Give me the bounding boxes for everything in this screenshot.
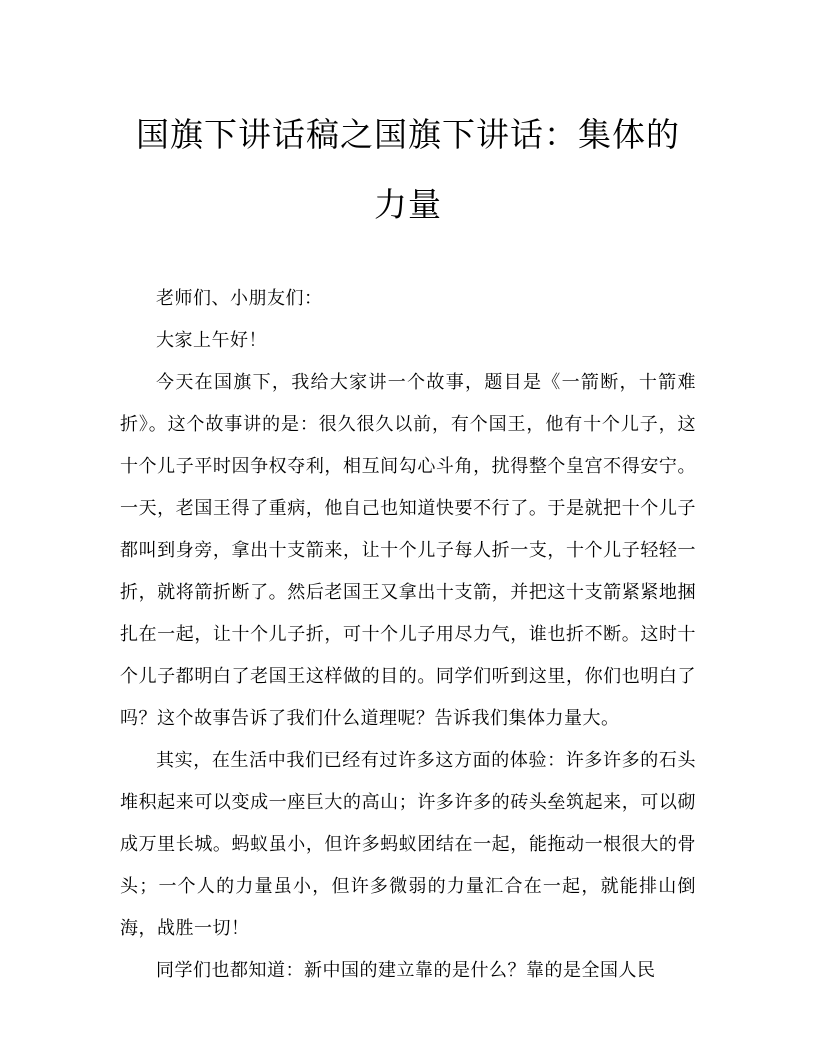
document-title: 国旗下讲话稿之国旗下讲话：集体的力量 <box>136 115 680 224</box>
paragraph-greeting: 大家上午好！ <box>156 330 267 351</box>
paragraph-salutation: 老师们、小朋友们： <box>156 288 323 309</box>
paragraph-story: 今天在国旗下，我给大家讲一个故事，题目是《一箭断，十箭难折》。这个故事讲的是：很久很久以前，有个国王，他有十个儿子，这十个儿子平时因争权夺利，相互间勾心斗角，扰得整个皇宫不得安宁。一天，老国王得了重病，他自己也知道快要不行了。于是就把十个儿子都叫到身旁，拿出十支箭来，让十个儿子每人折一支，十个儿子轻轻一折，就将箭折断了。然后老国王又拿出十支箭，并把这十支箭紧紧地捆扎在一起，让十个儿子折，可十个儿子用尽力气，谁也折不断。这时十个儿子都明白了老国王这样做的目的。同学们听到这里，你们也明白了吗？这个故事告诉了我们什么道理呢？告诉我们集体力量大。 <box>120 372 696 729</box>
paragraph-new-china: 同学们也都知道：新中国的建立靠的是什么？靠的是全国人民 <box>156 960 656 981</box>
paragraph-experience: 其实，在生活中我们已经有过许多这方面的体验：许多许多的石头堆积起来可以变成一座巨大的高山；许多许多的砖头垒筑起来，可以砌成万里长城。蚂蚁虽小，但许多蚂蚁团结在一起，能拖动一根很大的骨头；一个人的力量虽小，但许多微弱的力量汇合在一起，就能排山倒海，战胜一切！ <box>120 750 696 939</box>
